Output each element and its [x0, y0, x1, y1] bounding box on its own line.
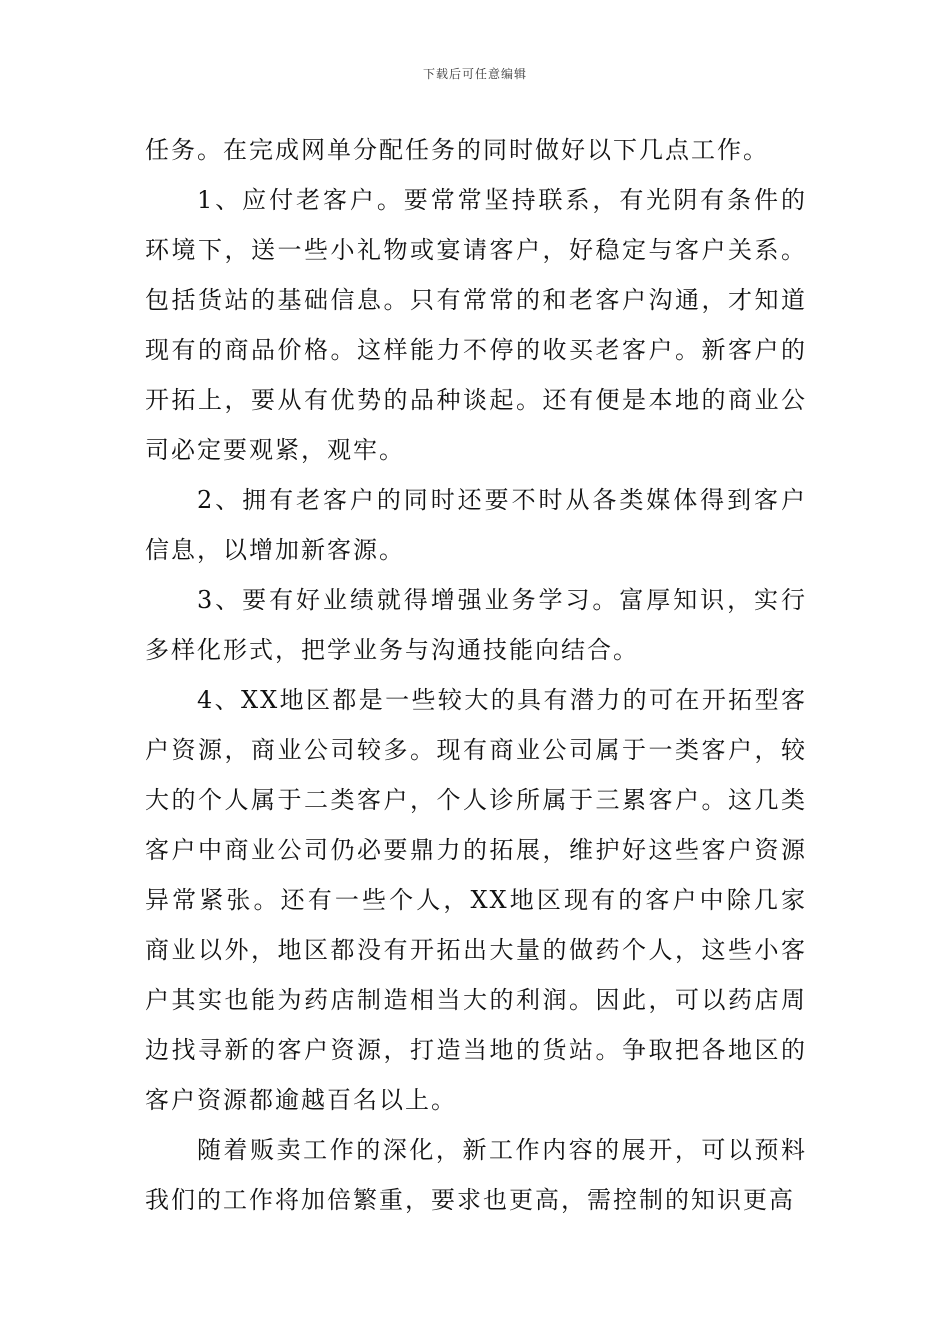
paragraph-continuation: 任务。在完成网单分配任务的同时做好以下几点工作。: [145, 136, 769, 164]
paragraph-item-3: 3、要有好业绩就得增强业务学习。富厚知识，实行多样化形式，把学业务与沟通技能向结合。: [145, 586, 807, 664]
document-body: [145, 125, 807, 1225]
paragraph-item-4: 4、XX地区都是一些较大的具有潜力的可在开拓型客户资源，商业公司较多。现有商业公司属于一类客户，较大的个人属于二类客户，个人诊所属于三累客户。这几类客户中商业公司仍必要鼎力的拓展，维护好这些客户资源异常紧张。还有一些个人，XX地区现有的客户中除几家商业以外，地区都没有开拓出大量的做药个人，这些小客户其实也能为药店制造相当大的利润。因此，可以药店周边找寻新的客户资源，打造当地的货站。争取把各地区的客户资源都逾越百名以上。: [145, 686, 807, 1114]
paragraph-outlook: 随着贩卖工作的深化，新工作内容的展开，可以预料我们的工作将加倍繁重，要求也更高，需控制的知识更高: [145, 1136, 807, 1214]
page-header: 下载后可任意编辑: [422, 67, 527, 81]
paragraph-item-2: 2、拥有老客户的同时还要不时从各类媒体得到客户信息，以增加新客源。: [145, 486, 807, 564]
paragraph-item-1: 1、应付老客户。要常常坚持联系，有光阴有条件的环境下，送一些小礼物或宴请客户，好稳定与客户关系。包括货站的基础信息。只有常常的和老客户沟通，才知道现有的商品价格。这样能力不停的收买老客户。新客户的开拓上，要从有优势的品种谈起。还有便是本地的商业公司必定要观紧，观牢。: [145, 186, 807, 464]
